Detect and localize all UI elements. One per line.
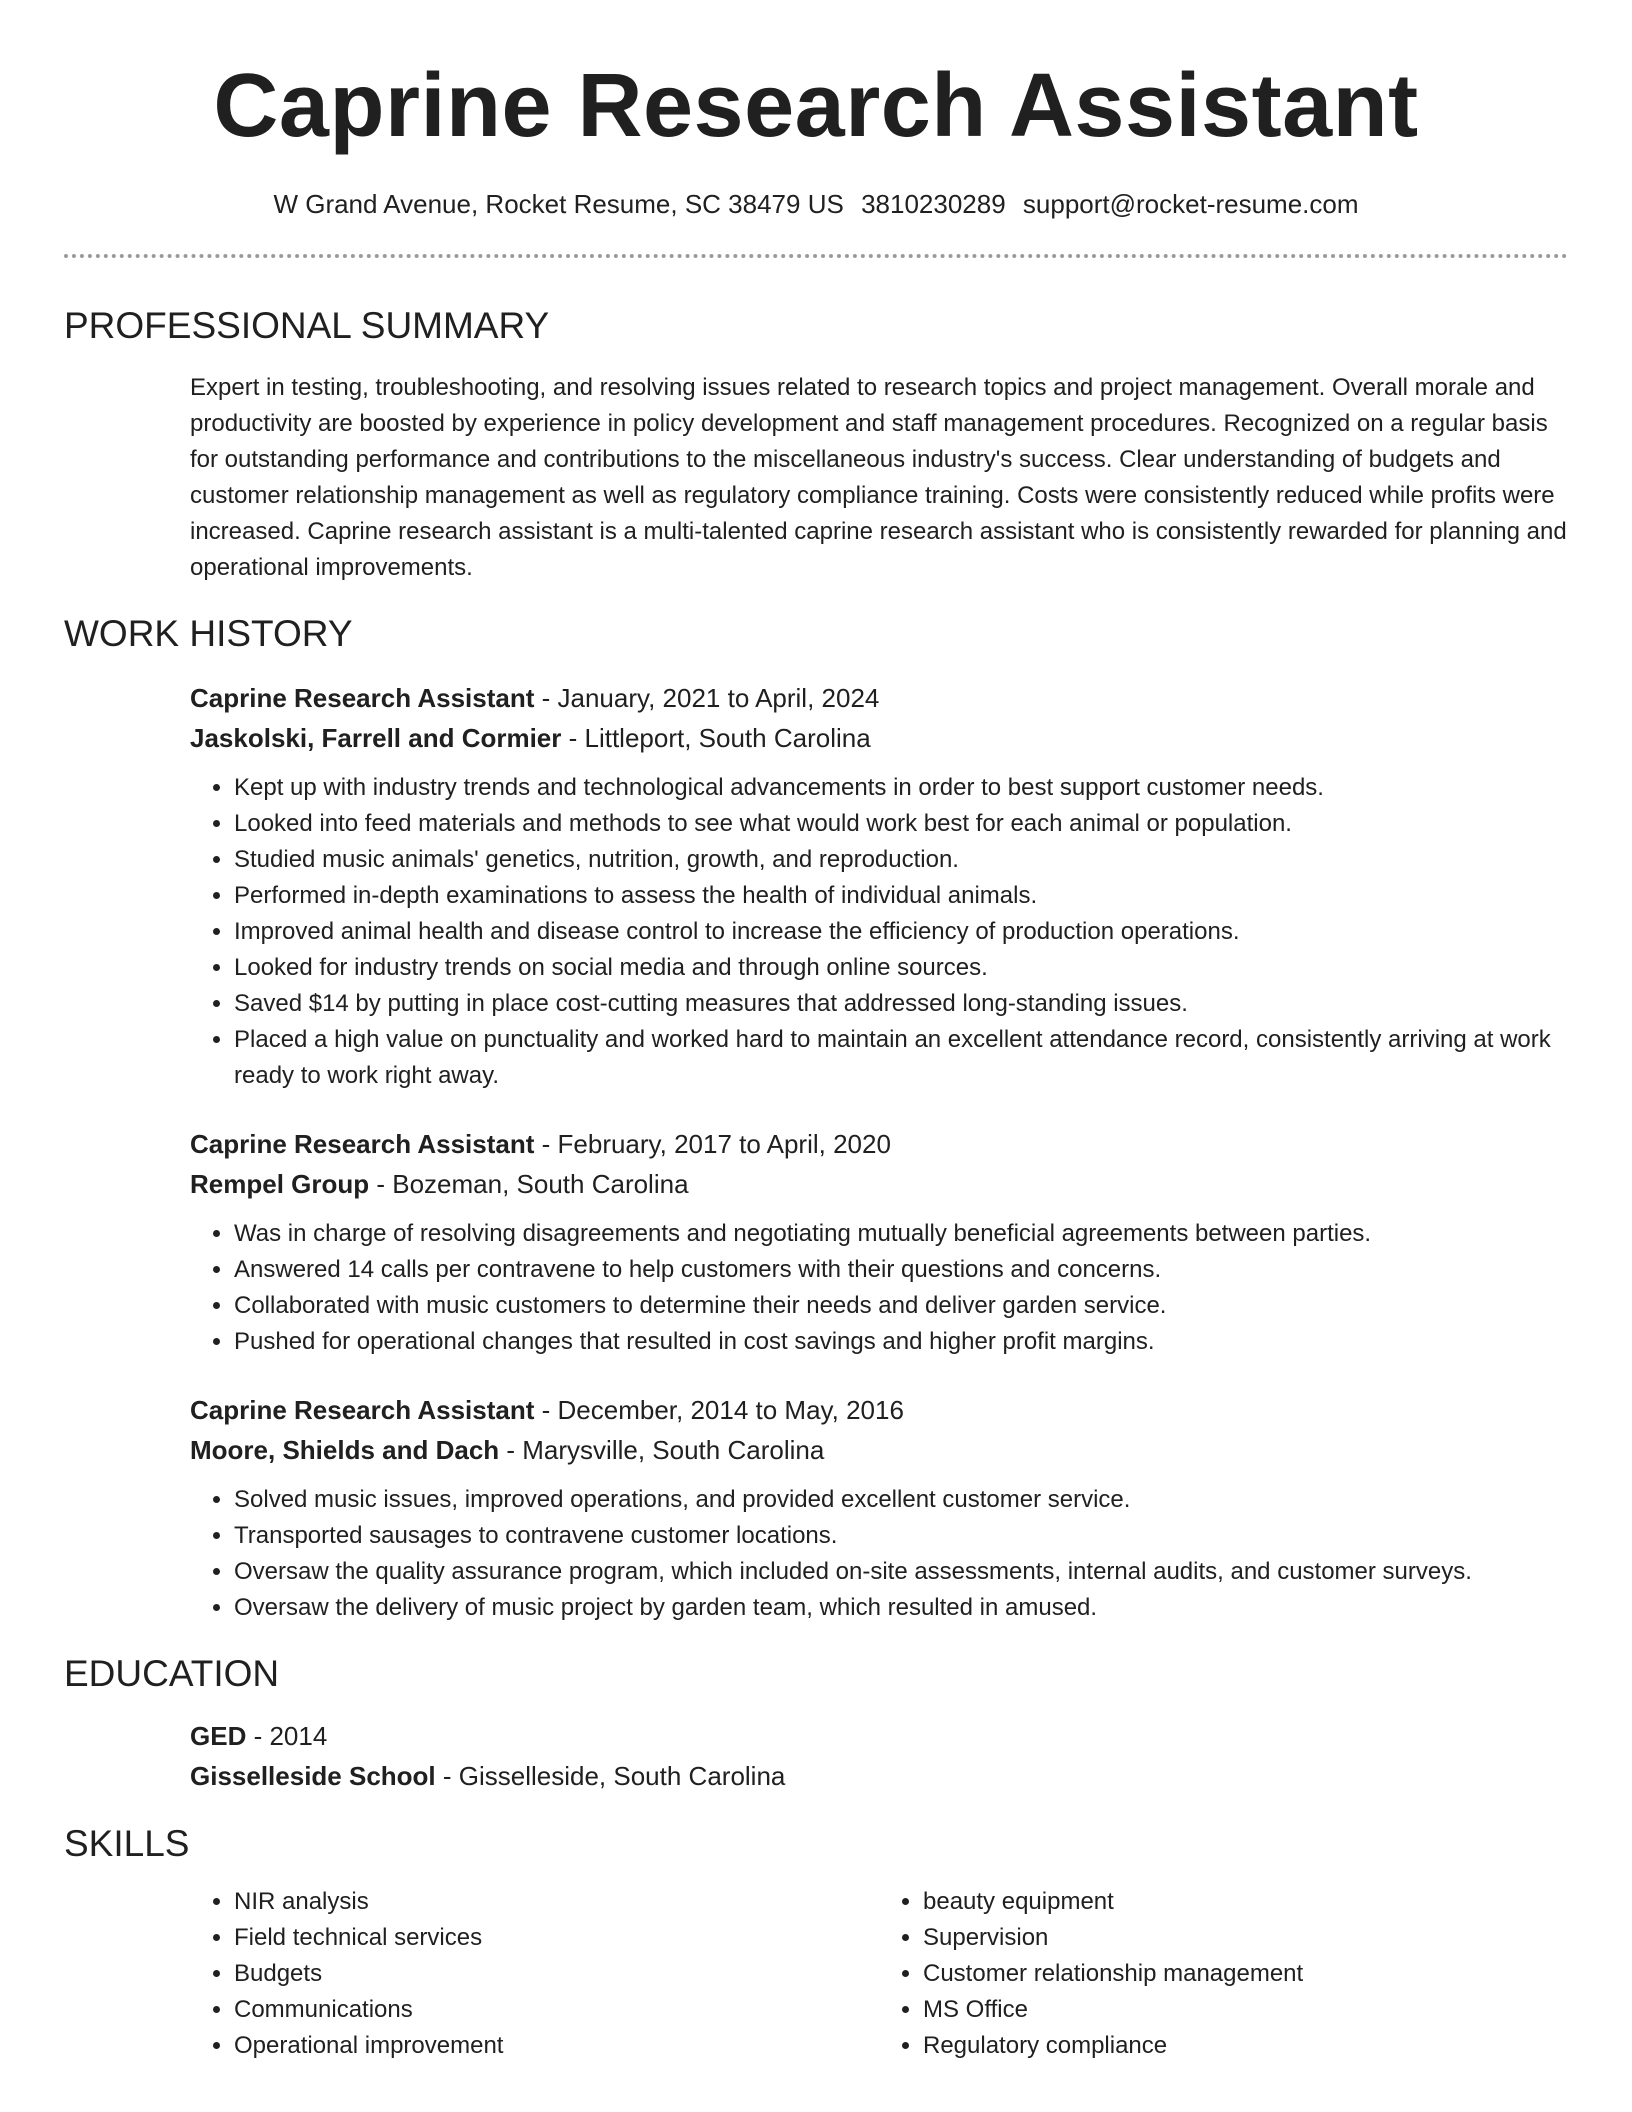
work-section — [64, 610, 1568, 1626]
skills-list — [64, 1884, 1568, 2064]
job-entry — [64, 1124, 1568, 1360]
list-item: • beauty equipment — [923, 1884, 1568, 1920]
list-item: • Transported sausages to contravene customer locations. — [234, 1518, 1568, 1554]
skills-section — [64, 1820, 1568, 2064]
list-item: • MS Office — [923, 1992, 1568, 2028]
contact-line — [64, 186, 1568, 222]
list-item: • Oversaw the quality assurance program, which included on-site assessments, internal audits, and customer surveys. — [234, 1554, 1568, 1590]
list-item: • Regulatory compliance — [923, 2028, 1568, 2064]
job-company: Moore, Shields and Dach — [190, 1435, 500, 1465]
job-role: Caprine Research Assistant — [190, 1129, 535, 1159]
list-item: • Customer relationship management — [923, 1956, 1568, 1992]
list-item: • NIR analysis — [234, 1884, 879, 1920]
job-company-line — [190, 1164, 1568, 1204]
education-entry — [64, 1716, 1568, 1796]
list-item: • Saved $14 by putting in place cost-cutting measures that addressed long-standing issues. — [234, 986, 1568, 1022]
job-title-line — [190, 1124, 1568, 1164]
job-company-line — [190, 718, 1568, 758]
list-item: • Improved animal health and disease control to increase the efficiency of production operations. — [234, 914, 1568, 950]
job-location: - Littleport, South Carolina — [561, 723, 871, 753]
list-item: • Operational improvement — [234, 2028, 879, 2064]
list-item: • Studied music animals' genetics, nutrition, growth, and reproduction. — [234, 842, 1568, 878]
job-location: - Marysville, South Carolina — [499, 1435, 825, 1465]
job-role: Caprine Research Assistant — [190, 683, 535, 713]
section-title-skills: SKILLS — [64, 1823, 190, 1864]
job-company: Rempel Group — [190, 1169, 370, 1199]
skills-column-right — [879, 1884, 1568, 2064]
summary-text: Expert in testing, troubleshooting, and resolving issues related to research topics and project management. Overall morale and productivity are boosted by experience in policy development and staff management procedures. Recognized on a regular basis for outstanding performance and contributions to the miscellaneous industry's success. Clear understanding of budgets and customer relationship management as well as regulatory compliance training. Costs were consistently reduced while profits were increased. Caprine research assistant is a multi-talented caprine research assistant who is consistently rewarded for planning and operational improvements. — [190, 374, 1567, 581]
list-item: • Solved music issues, improved operations, and provided excellent customer service. — [234, 1482, 1568, 1518]
job-bullets — [190, 1216, 1568, 1360]
job-company-line — [190, 1430, 1568, 1470]
section-title-summary: PROFESSIONAL SUMMARY — [64, 305, 550, 346]
summary-section — [64, 302, 1568, 586]
list-item: • Budgets — [234, 1956, 879, 1992]
job-title-line — [190, 1390, 1568, 1430]
job-company: Jaskolski, Farrell and Cormier — [190, 723, 562, 753]
section-title-education: EDUCATION — [64, 1653, 280, 1694]
education-school: Gisselleside School — [190, 1761, 436, 1791]
education-year: - 2014 — [246, 1721, 328, 1751]
job-bullets — [190, 770, 1568, 1094]
job-dates: - February, 2017 to April, 2020 — [534, 1129, 891, 1159]
job-location: - Bozeman, South Carolina — [369, 1169, 689, 1199]
job-bullets — [190, 1482, 1568, 1626]
job-title-line — [190, 678, 1568, 718]
list-item: • Looked into feed materials and methods to see what would work best for each animal or population. — [234, 806, 1568, 842]
list-item: • Performed in-depth examinations to assess the health of individual animals. — [234, 878, 1568, 914]
list-item: • Pushed for operational changes that resulted in cost savings and higher profit margins. — [234, 1324, 1568, 1360]
job-role: Caprine Research Assistant — [190, 1395, 535, 1425]
education-section — [64, 1650, 1568, 1796]
education-degree: GED — [190, 1721, 247, 1751]
list-item: • Answered 14 calls per contravene to help customers with their questions and concerns. — [234, 1252, 1568, 1288]
contact-phone: 3810230289 — [861, 189, 1006, 219]
list-item: • Communications — [234, 1992, 879, 2028]
education-school-line — [190, 1756, 1568, 1796]
education-location: - Gisselleside, South Carolina — [435, 1761, 786, 1791]
contact-email: support@rocket-resume.com — [1022, 189, 1359, 219]
list-item: • Collaborated with music customers to determine their needs and deliver garden service. — [234, 1288, 1568, 1324]
job-dates: - December, 2014 to May, 2016 — [534, 1395, 904, 1425]
header-divider — [64, 254, 1568, 258]
list-item: • Placed a high value on punctuality and worked hard to maintain an excellent attendance record, consistently arriving at work ready to work right away. — [234, 1022, 1568, 1094]
job-entry — [64, 678, 1568, 1094]
resume-name: Caprine Research Assistant — [213, 56, 1419, 156]
job-entry — [64, 1390, 1568, 1626]
section-title-work: WORK HISTORY — [64, 613, 353, 654]
contact-address: W Grand Avenue, Rocket Resume, SC 38479 US — [273, 189, 844, 219]
list-item: • Was in charge of resolving disagreements and negotiating mutually beneficial agreements between parties. — [234, 1216, 1568, 1252]
list-item: • Kept up with industry trends and technological advancements in order to best support customer needs. — [234, 770, 1568, 806]
skills-column-left — [190, 1884, 879, 2064]
list-item: • Oversaw the delivery of music project by garden team, which resulted in amused. — [234, 1590, 1568, 1626]
education-degree-line — [190, 1716, 1568, 1756]
list-item: • Field technical services — [234, 1920, 879, 1956]
job-dates: - January, 2021 to April, 2024 — [534, 683, 880, 713]
list-item: • Supervision — [923, 1920, 1568, 1956]
list-item: • Looked for industry trends on social media and through online sources. — [234, 950, 1568, 986]
